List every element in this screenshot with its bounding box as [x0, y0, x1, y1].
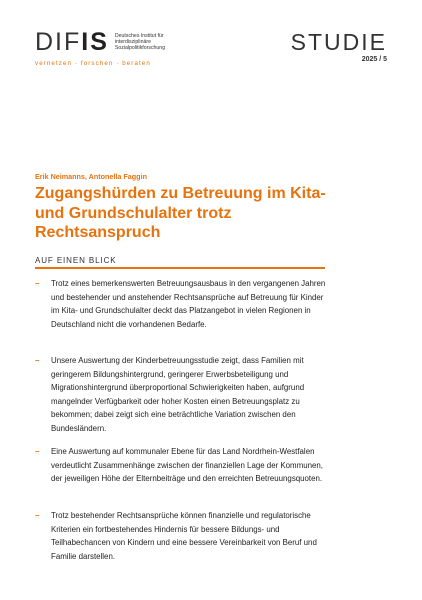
- series-label: [291, 30, 387, 63]
- section-divider: [35, 267, 325, 269]
- difis-logo: [35, 30, 195, 67]
- authors: Erik Neimanns, Antonella Faggin: [35, 172, 147, 181]
- bullet-marker: –: [35, 447, 40, 456]
- bullet-marker: –: [35, 279, 40, 288]
- bullet-text: Trotz eines bemerkenswerten Betreuungsausbaus in den vergangenen Jahren und bestehender und anstehender Rechtsansprüche auf Betreuung für Kinder im Kita- und Grundschulalter deckt das Platzangebot in vielen Regionen in Deutschland nicht die vorhandenen Bedarfe.: [51, 279, 326, 329]
- logo-subtitle: Deutsches Institut für interdisziplinäre Sozialpolitikforschung: [114, 33, 166, 52]
- list-item: [35, 277, 335, 331]
- bullet-marker: –: [35, 356, 40, 365]
- bullet-text: Eine Auswertung auf kommunaler Ebene für das Land Nordrhein-Westfalen verdeutlicht Zusammenhänge zwischen der finanziellen Lage der Kommunen, der jeweiligen Höhe der Elternbeiträge und den erreichten Betreuungsquoten.: [51, 447, 323, 483]
- logo-wordmark-bold: IS: [81, 28, 109, 56]
- bullet-text: Trotz bestehender Rechtsansprüche können finanzielle und regulatorische Kriterien ein fortbestehendes Hindernis für bessere Bildungs- und Teilhabechancen von Kindern und eine bessere Vereinbarkeit von Beruf und Familie darstellen.: [51, 511, 317, 561]
- list-item: [35, 445, 335, 486]
- list-item: [35, 509, 335, 563]
- logo-wordmark: [35, 30, 109, 55]
- document-title: Zugangshürden zu Betreuung im Kita- und Grundschulalter trotz Rechtsanspruch: [35, 185, 326, 241]
- series-title: STUDIE: [290, 29, 387, 55]
- bullet-marker: –: [35, 511, 40, 520]
- logo-wordmark-thin: DIF: [35, 28, 82, 56]
- bullet-text: Unsere Auswertung der Kinderbetreuungsstudie zeigt, dass Familien mit geringerem Bildungshintergrund, geringerer Erwerbsbeteiligung und Migrationshintergrund überproportional Schwierigkeiten haben, aufgrund mangelnder Verfügbarkeit oder hoher Kosten einen Betreuungsplatz zu bekommen; dabei zeigt sich eine beträchtliche Variation zwischen den Bundesländern.: [51, 356, 305, 433]
- list-item: [35, 354, 335, 435]
- logo-tagline: vernetzen · forschen · beraten: [35, 60, 151, 67]
- section-heading: AUF EINEN BLICK: [35, 256, 117, 265]
- series-number: 2025 / 5: [361, 56, 387, 63]
